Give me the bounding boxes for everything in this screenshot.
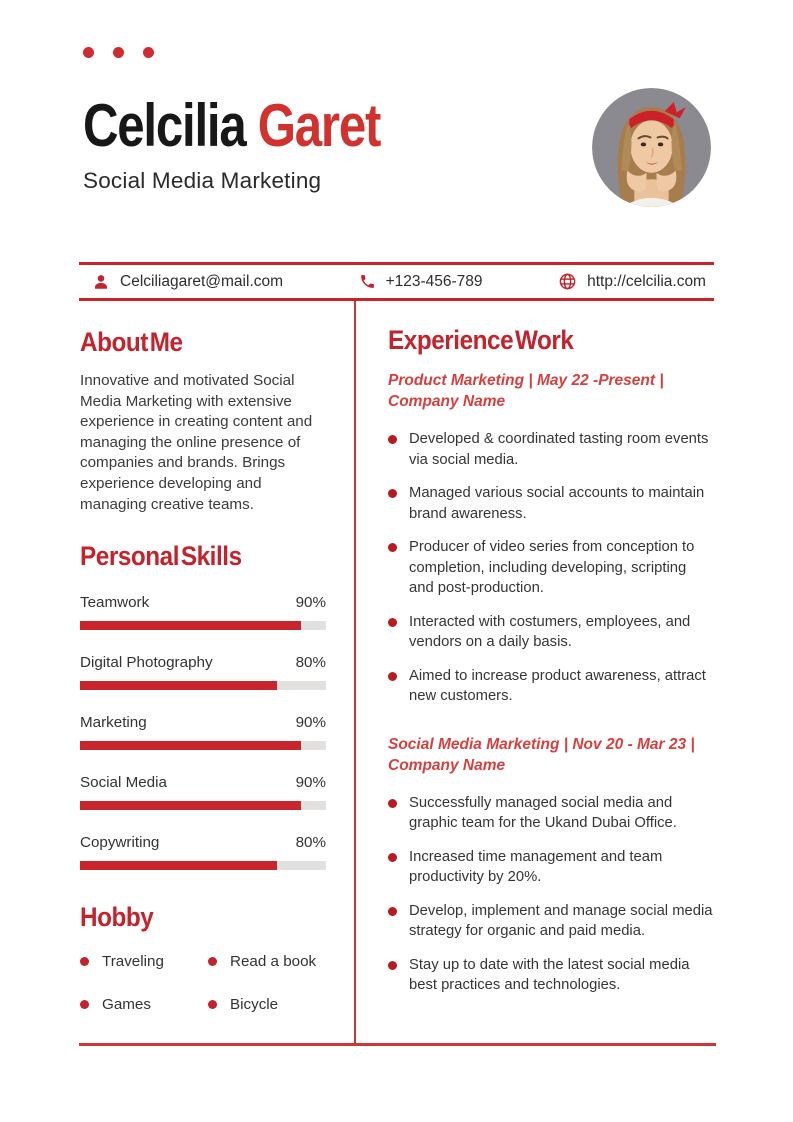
bullet-icon bbox=[388, 435, 397, 444]
bullet-icon bbox=[208, 1000, 217, 1009]
hobby-section bbox=[80, 904, 326, 1013]
page-title bbox=[83, 94, 445, 159]
decor-dot bbox=[83, 47, 94, 58]
contact-website-text: http://celcilia.com bbox=[587, 272, 706, 290]
skill-label: Copywriting bbox=[80, 834, 160, 852]
job-bullet-text: Stay up to date with the latest social media best practices and technologies. bbox=[409, 956, 690, 993]
bullet-icon bbox=[388, 489, 397, 498]
bottom-rule bbox=[79, 1043, 716, 1046]
skills-title: Personal Skills bbox=[80, 541, 242, 572]
about-title: About Me bbox=[80, 327, 183, 357]
right-column bbox=[388, 327, 714, 1009]
bullet-icon bbox=[388, 672, 397, 681]
hobby-item bbox=[80, 996, 208, 1013]
job-bullet-list bbox=[388, 793, 714, 996]
experience-job bbox=[388, 734, 714, 996]
bullet-icon bbox=[80, 957, 89, 966]
skill-bar-fill bbox=[80, 861, 277, 870]
contact-email-text: Celciliagaret@mail.com bbox=[120, 272, 284, 290]
job-bullet bbox=[388, 537, 714, 599]
contact-phone-text: +123-456-789 bbox=[385, 272, 483, 290]
decor-dot bbox=[113, 47, 124, 58]
experience-job bbox=[388, 370, 714, 707]
job-bullet-text: Successfully managed social media and graphic team for the Ukand Dubai Office. bbox=[409, 794, 677, 831]
job-bullet bbox=[388, 612, 714, 653]
skill-label: Digital Photography bbox=[80, 654, 213, 672]
skill-label: Teamwork bbox=[80, 594, 150, 612]
job-title: Product Marketing | May 22 -Present | Company Name bbox=[388, 372, 664, 410]
hobby-label: Traveling bbox=[102, 953, 164, 971]
bullet-icon bbox=[388, 799, 397, 808]
skill-bar-fill bbox=[80, 741, 301, 750]
bullet-icon bbox=[388, 961, 397, 970]
contact-website[interactable] bbox=[558, 272, 706, 291]
skill-percent: 80% bbox=[295, 834, 326, 852]
skill-row bbox=[80, 834, 326, 870]
first-name: Celcilia bbox=[83, 92, 246, 159]
job-bullet-text: Managed various social accounts to maintain brand awareness. bbox=[409, 485, 705, 522]
last-name: Garet bbox=[257, 92, 381, 159]
phone-icon bbox=[359, 273, 376, 290]
content-columns bbox=[0, 301, 793, 1043]
skill-label: Social Media bbox=[80, 774, 167, 792]
skill-row bbox=[80, 774, 326, 810]
skill-bar-track bbox=[80, 741, 326, 750]
hobby-item bbox=[80, 953, 208, 970]
contact-bar bbox=[79, 262, 714, 301]
skill-bar-fill bbox=[80, 801, 301, 810]
job-subtitle: Social Media Marketing bbox=[83, 167, 322, 193]
skill-percent: 90% bbox=[295, 714, 326, 732]
decor-dots bbox=[83, 47, 154, 58]
experience-section bbox=[388, 327, 714, 996]
bullet-icon bbox=[388, 907, 397, 916]
header bbox=[83, 94, 445, 194]
bullet-icon bbox=[80, 1000, 89, 1009]
bullet-icon bbox=[388, 853, 397, 862]
person-icon bbox=[92, 273, 110, 291]
job-title: Social Media Marketing | Nov 20 - Mar 23 | Company Name bbox=[388, 735, 695, 774]
left-column bbox=[80, 329, 326, 1013]
job-bullet bbox=[388, 483, 714, 524]
hobby-item bbox=[208, 953, 326, 970]
hobby-label: Games bbox=[102, 996, 151, 1014]
skill-bar-fill bbox=[80, 681, 277, 690]
hobby-list bbox=[80, 953, 326, 1013]
decor-dot bbox=[143, 47, 154, 58]
contact-phone[interactable] bbox=[359, 273, 483, 291]
hobby-item bbox=[208, 996, 326, 1013]
job-bullet bbox=[388, 793, 714, 834]
job-bullet-text: Aimed to increase product awareness, attract new customers. bbox=[409, 667, 706, 704]
contact-email[interactable] bbox=[92, 273, 283, 291]
profile-photo bbox=[592, 88, 711, 207]
experience-title: Experience Work bbox=[388, 325, 574, 355]
job-bullet-text: Interacted with costumers, employees, and vendors on a daily basis. bbox=[409, 613, 691, 650]
column-divider bbox=[354, 301, 356, 1043]
skill-row bbox=[80, 594, 326, 630]
job-bullet-list bbox=[388, 429, 714, 707]
job-bullet bbox=[388, 429, 714, 470]
about-text: Innovative and motivated Social Media Marketing with extensive experience in creating content and managing the online presence of companies and brands. Brings experience developing and managing creative teams. bbox=[80, 372, 313, 513]
profile-photo-illustration bbox=[592, 88, 711, 207]
bullet-icon bbox=[388, 618, 397, 627]
job-bullet-text: Producer of video series from conception to completion, including developing, scripting and post-production. bbox=[409, 539, 695, 596]
job-bullet bbox=[388, 666, 714, 707]
bullet-icon bbox=[208, 957, 217, 966]
job-bullet-text: Developed & coordinated tasting room events via social media. bbox=[409, 431, 709, 468]
skill-percent: 90% bbox=[295, 774, 326, 792]
hobby-label: Bicycle bbox=[230, 996, 279, 1014]
hobby-label: Read a book bbox=[230, 953, 317, 971]
skill-row bbox=[80, 714, 326, 750]
skill-row bbox=[80, 654, 326, 690]
skills-section bbox=[80, 543, 326, 870]
skill-bar-fill bbox=[80, 621, 301, 630]
about-section bbox=[80, 329, 326, 515]
job-bullet-text: Increased time management and team productivity by 20%. bbox=[409, 848, 663, 885]
job-bullet bbox=[388, 901, 714, 942]
bullet-icon bbox=[388, 543, 397, 552]
skill-bar-track bbox=[80, 681, 326, 690]
job-bullet-text: Develop, implement and manage social media strategy for organic and paid media. bbox=[409, 902, 713, 939]
skill-bar-track bbox=[80, 801, 326, 810]
skill-percent: 90% bbox=[295, 594, 326, 612]
skill-label: Marketing bbox=[80, 714, 147, 732]
globe-icon bbox=[558, 272, 577, 291]
job-bullet bbox=[388, 955, 714, 996]
job-bullet bbox=[388, 847, 714, 888]
skill-percent: 80% bbox=[295, 654, 326, 672]
skill-bar-track bbox=[80, 621, 326, 630]
hobby-title: Hobby bbox=[80, 902, 154, 933]
skill-bar-track bbox=[80, 861, 326, 870]
